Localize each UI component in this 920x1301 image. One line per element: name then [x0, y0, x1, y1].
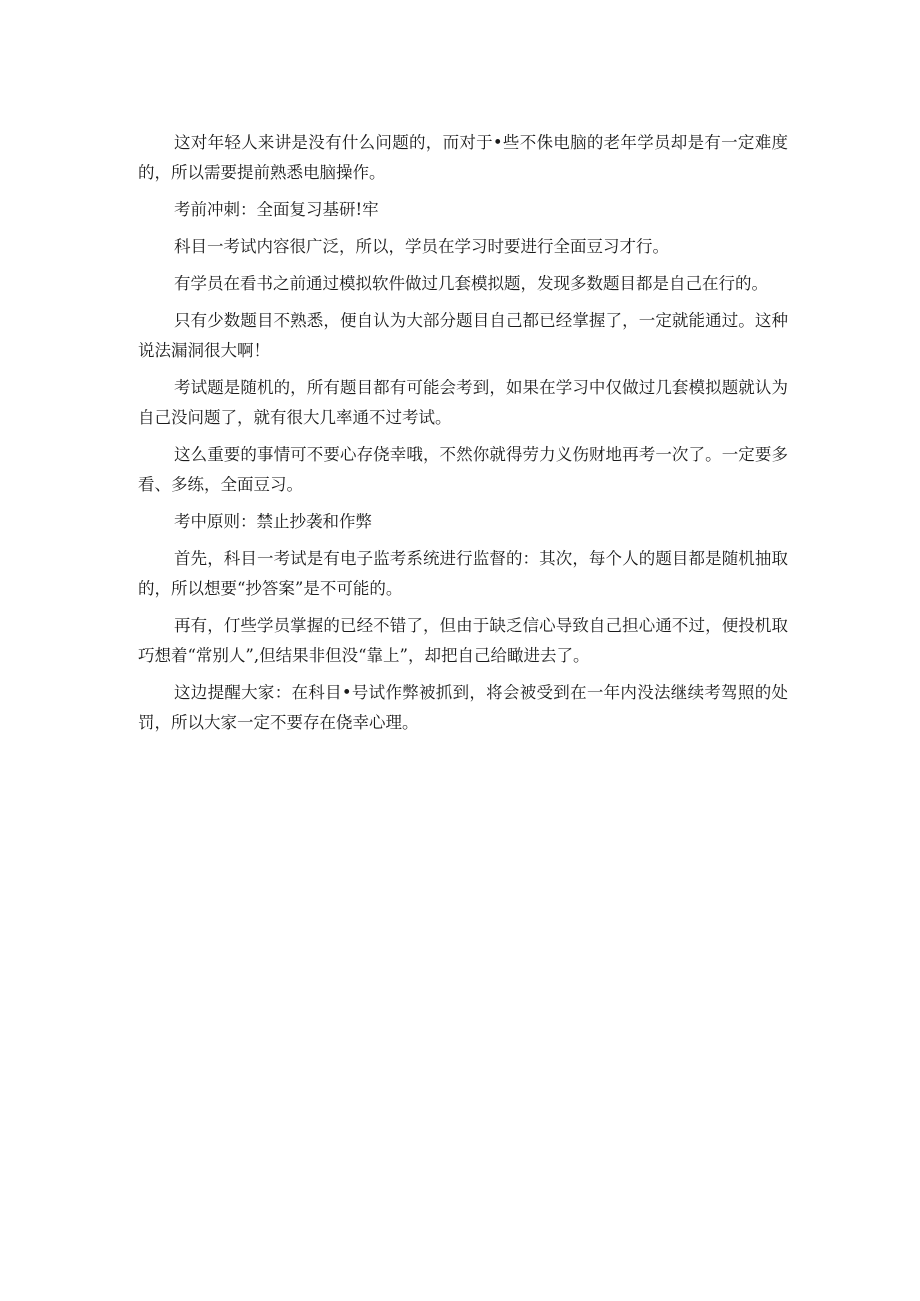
document-body: [138, 128, 788, 745]
section-heading-exam-sprint: 考前冲刺：全面复习基研!牢: [174, 200, 379, 219]
paragraph-penalty-reminder: 这边提醒大家：在科目•号试作弊被抓到，将会被受到在一年内没法继续考驾照的处罚，所以大家一定不要存在侥幸心理。: [138, 683, 788, 732]
paragraph-random-questions: 考试题是随机的，所有题目都有可能会考到，如果在学习中仅做过几套模拟题就认为自己没问题了，就有很大几率通不过考试。: [138, 378, 788, 427]
paragraph-monitoring: 首先，科目一考试是有电子监考系统进行监督的：其次，每个人的题目都是随机抽取的，所以想要“抄答案”是不可能的。: [138, 549, 788, 598]
section-heading-exam-rules: 考中原则：禁止抄袭和作弊: [174, 512, 372, 531]
paragraph-no-luck: 这么重要的事情可不要心存侥幸哦，不然你就得劳力义伤财地再考一次了。一定要多看、多练，全面豆习。: [138, 445, 788, 494]
paragraph-broad-content: 科目一考试内容很广泛，所以，学员在学习时要进行全面豆习才行。: [174, 237, 669, 256]
paragraph-mock-tests: 有学员在看书之前通过模拟软件做过几套模拟题，发现多数题目都是自己在行的。: [174, 274, 768, 293]
paragraph-cheating-attempt: 再有，仃些学员掌握的已经不错了，但由于缺乏信心导致自己担心通不过，便投机取巧想着“常别人”,但结果非但没“靠上”，却把自己给瞰进去了。: [138, 616, 788, 665]
paragraph-computer-familiarity: 这对年轻人来讲是没有什么问题的，而对于•些不侏电脑的老年学员却是有一定难度的，所以需要提前熟悉电脑操作。: [138, 133, 788, 182]
paragraph-few-unfamiliar: 只有少数题目不熟悉，便自认为大部分题目自己都已经掌握了，一定就能通过。这种说法漏洞很大啊！: [138, 311, 788, 360]
